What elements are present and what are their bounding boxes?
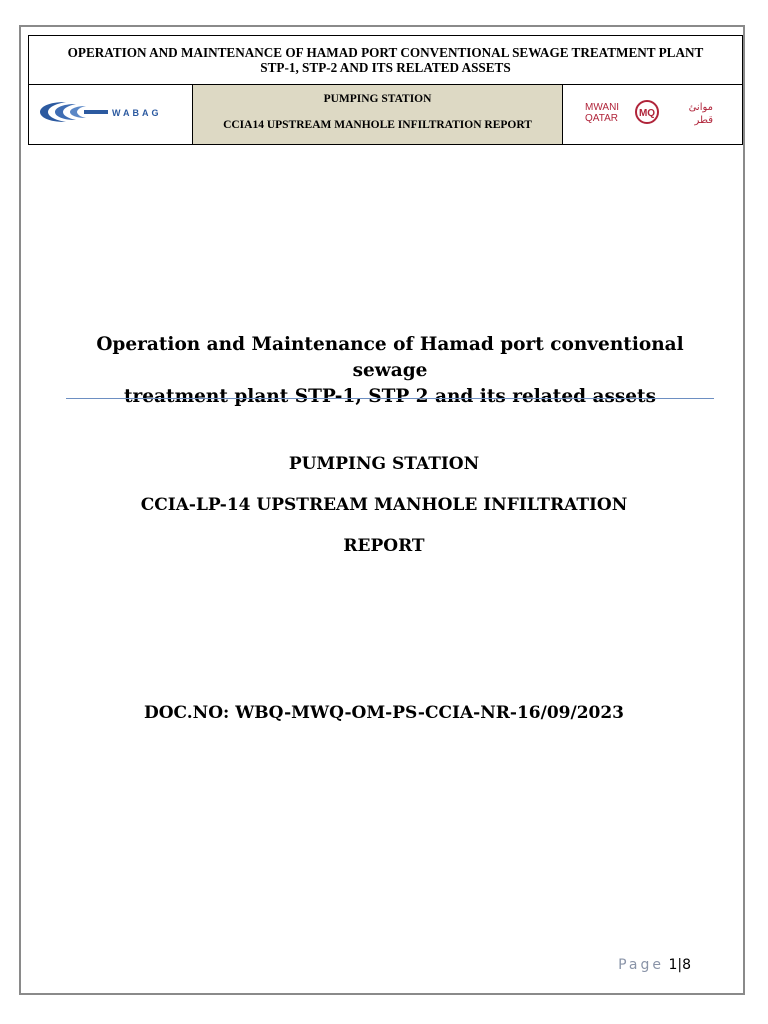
header-title bbox=[29, 36, 743, 85]
header-title-line2: STP-1, STP-2 AND ITS RELATED ASSETS bbox=[260, 60, 511, 75]
subtitle-report: REPORT bbox=[343, 536, 425, 556]
mwani-qatar-logo bbox=[563, 85, 743, 145]
mq-mark-text: MQ bbox=[638, 108, 655, 119]
header-table bbox=[28, 35, 743, 145]
title-divider bbox=[66, 398, 714, 399]
subtitle-report-name: CCIA-LP-14 UPSTREAM MANHOLE INFILTRATION bbox=[140, 495, 628, 515]
qatar-text: QATAR bbox=[584, 113, 618, 124]
header-center-line2: CCIA14 UPSTREAM MANHOLE INFILTRATION REPORT bbox=[223, 119, 532, 131]
wabag-logo-icon bbox=[36, 97, 186, 127]
document-title-line1: Operation and Maintenance of Hamad port conventional sewage bbox=[96, 334, 684, 381]
wabag-logo bbox=[29, 85, 193, 145]
arabic-text-2: قطر bbox=[693, 115, 713, 126]
header-title-line1: OPERATION AND MAINTENANCE OF HAMAD PORT CONVENTIONAL SEWAGE TREATMENT PLANT bbox=[67, 45, 704, 60]
wabag-logo-text: WABAG bbox=[111, 108, 161, 118]
arabic-text-1: موانئ bbox=[688, 102, 713, 113]
header-center-cell bbox=[193, 85, 563, 145]
page-total: 8 bbox=[682, 957, 691, 973]
page-number: 1 bbox=[668, 957, 678, 973]
document-title-line2: treatment plant STP-1, STP 2 and its related assets bbox=[123, 386, 657, 407]
mwani-qatar-logo-icon bbox=[583, 95, 723, 129]
mwani-text: MWANI bbox=[584, 102, 619, 113]
header-center-line1: PUMPING STATION bbox=[323, 93, 432, 105]
page-separator: | bbox=[677, 957, 683, 973]
page-word: Page bbox=[618, 957, 664, 973]
subtitle-pumping-station: PUMPING STATION bbox=[288, 454, 480, 474]
page-footer bbox=[618, 957, 691, 973]
document-number: DOC.NO: WBQ-MWQ-OM-PS-CCIA-NR-16/09/2023 bbox=[143, 703, 625, 723]
